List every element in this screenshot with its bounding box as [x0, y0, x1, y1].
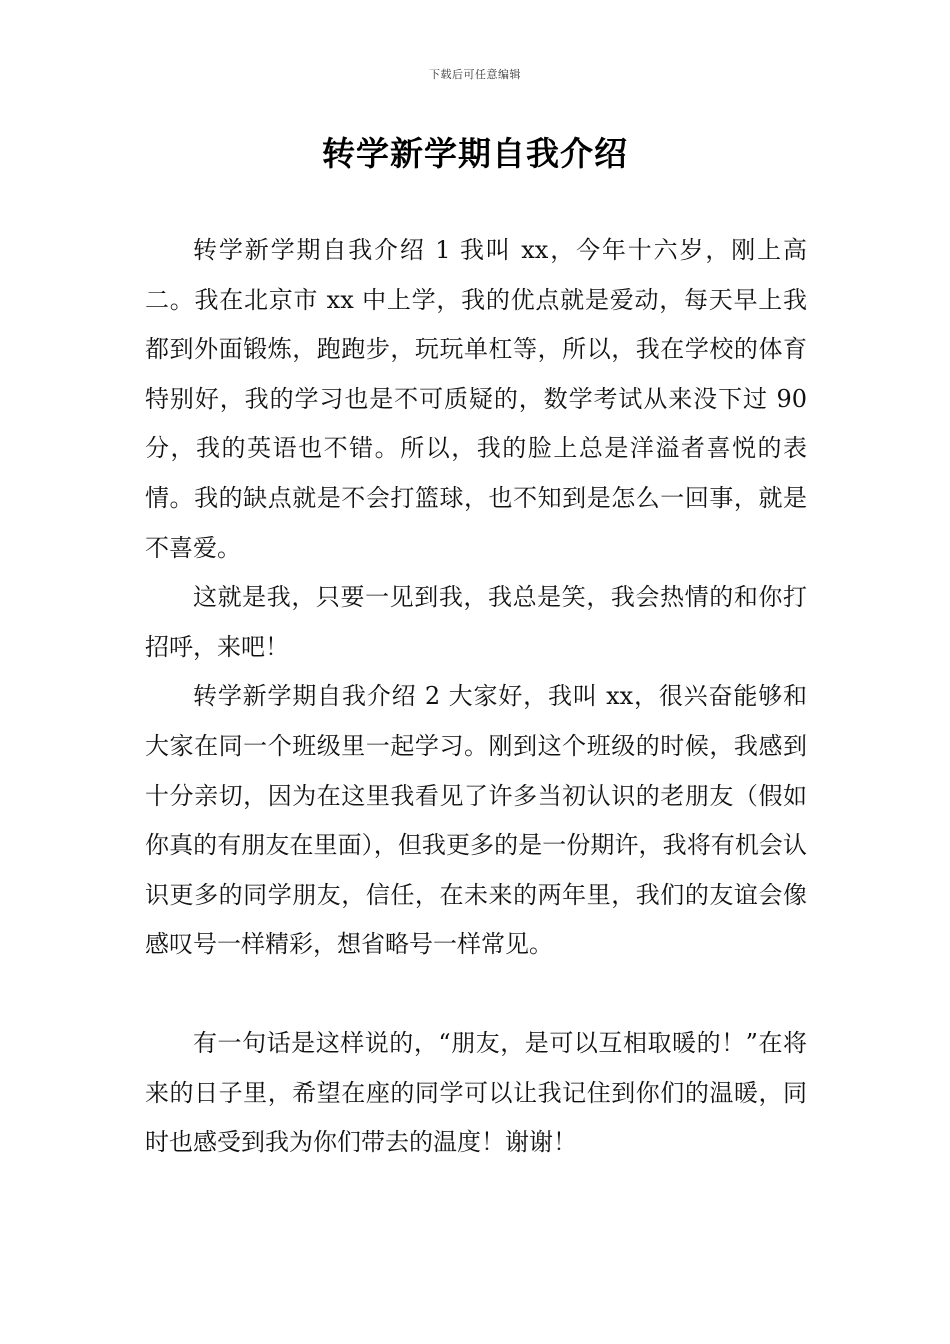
- page-title: 转学新学期自我介绍: [322, 134, 628, 173]
- document-body: [145, 226, 807, 1168]
- paragraph-1: 转学新学期自我介绍 1 我叫 xx，今年十六岁，刚上高二。我在北京市 xx 中上学，我的优点就是爱动，每天早上我都到外面锻炼，跑跑步，玩玩单杠等，所以，我在学校的体育特别好，我的学习也是不可质疑的，数学考试从来没下过 90 分，我的英语也不错。所以，我的脸上总是洋溢者喜悦的表情。我的缺点就是不会打篮球，也不知到是怎么一回事，就是不喜爱。: [145, 236, 807, 562]
- paragraph-2: 这就是我，只要一见到我，我总是笑，我会热情的和你打招呼，来吧！: [145, 583, 807, 661]
- paragraph-3: 转学新学期自我介绍 2 大家好，我叫 xx，很兴奋能够和大家在同一个班级里一起学习。刚到这个班级的时候，我感到十分亲切，因为在这里我看见了许多当初认识的老朋友（假如你真的有朋友在里面），但我更多的是一份期许，我将有机会认识更多的同学朋友，信任，在未来的两年里，我们的友谊会像感叹号一样精彩，想省略号一样常见。: [145, 682, 807, 959]
- header-note: 下载后可任意编辑: [429, 68, 521, 81]
- paragraph-4: 有一句话是这样说的，“朋友，是可以互相取暖的！”在将来的日子里，希望在座的同学可以让我记住到你们的温暖，同时也感受到我为你们带去的温度！谢谢！: [145, 1028, 807, 1157]
